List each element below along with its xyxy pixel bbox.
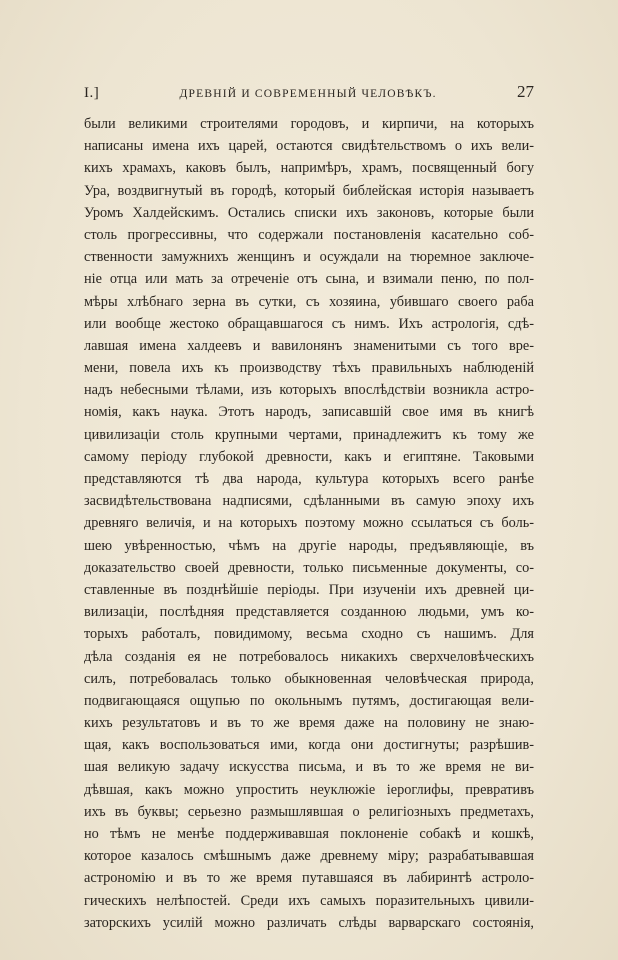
text-line: дѣвшая, какъ можно упростить неуклюжіе іероглифы, превративъ [84, 781, 534, 798]
text-line: которое казалось смѣшнымъ даже древнему міру; разрабатывавшая [84, 848, 534, 865]
text-line: шею увѣренностью, чѣмъ на другіе народы, предъявляющіе, въ [84, 537, 534, 554]
text-line: заторскихъ усилій можно различать слѣды варварскаго состоянія, [84, 914, 534, 931]
running-title: ДРЕВНІЙ И СОВРЕМЕННЫЙ ЧЕЛОВѢКЪ. [179, 88, 437, 100]
text-line: лавшая имена халдеевъ и вавилонянъ знаменитыми съ того вре- [84, 337, 534, 354]
text-line: ихъ въ буквы; серьезно размышлявшая о религіозныхъ предметахъ, [84, 803, 534, 820]
text-line: номія, какъ наука. Этотъ народъ, записавшій свое имя въ книгѣ [84, 404, 534, 421]
running-head [84, 82, 534, 104]
text-line: самому періоду глубокой древности, какъ и египтяне. Таковыми [84, 448, 534, 465]
text-line: столь прогрессивны, что содержали постановленія касательно соб- [84, 226, 534, 243]
text-line: ственности замужнихъ женщинъ и осуждали на тюремное заключе- [84, 249, 534, 266]
text-line: мени, повела ихъ къ производству тѣхъ правильныхъ наблюденій [84, 360, 534, 377]
text-line: кихъ результатовъ и въ то же время даже на половину не знаю- [84, 715, 534, 732]
text-line: засвидѣтельствована надписями, сдѣланными въ самую эпоху ихъ [84, 493, 534, 510]
text-line: силъ, потребовалась только обыкновенная человѣческая природа, [84, 670, 534, 687]
text-line: щая, какъ воспользоваться ими, когда они достигнуты; разрѣшив- [84, 737, 534, 754]
text-line: вилизаціи, послѣдняя представляется созданною людьми, умъ ко- [84, 604, 534, 621]
text-line: были великими строителями городовъ, и кирпичи, на которыхъ [84, 116, 534, 132]
text-line: торыхъ работалъ, повидимому, весьма сходно съ нашимъ. Для [84, 626, 534, 643]
text-line: Уромъ Халдейскимъ. Остались списки ихъ законовъ, которые были [84, 204, 534, 221]
text-line: Ура, воздвигнутый въ городѣ, который библейская исторія называетъ [84, 182, 534, 199]
section-marker: I.] [84, 85, 100, 101]
page-number: 27 [517, 82, 534, 101]
text-line: дѣла созданія ея не потребовалось никакихъ сверхчеловѣческихъ [84, 648, 534, 665]
text-line: кихъ храмахъ, каковъ былъ, напримѣръ, храмъ, посвященный богу [84, 160, 534, 177]
text-line: астрономію и въ то же время путавшаяся въ лабиринтѣ астроло- [84, 870, 534, 887]
text-line: доказательство своей древности, только письменные документы, со- [84, 559, 534, 576]
text-line: но тѣмъ не менѣе поддерживавшая поклоненіе собакѣ и кошкѣ, [84, 826, 534, 842]
text-line: гическихъ нелѣпостей. Среди ихъ самыхъ поразительныхъ цивили- [84, 892, 534, 909]
text-line: ніе отца или мать за отреченіе отъ сына, и взимали пеню, по пол- [84, 271, 534, 288]
text-line: надъ небесными тѣлами, изъ которыхъ впослѣдствіи возникла астро- [84, 382, 534, 399]
text-line: подвигающаяся ощупью по окольнымъ путямъ, достигающая вели- [84, 692, 534, 709]
text-line: написаны имена ихъ царей, остаются свидѣтельствомъ о ихъ вели- [84, 138, 534, 155]
text-line: ставленные въ позднѣйшіе періоды. При изученіи ихъ древней ци- [84, 581, 534, 598]
text-line: шая великую задачу искусства письма, и въ то же время не ви- [84, 759, 534, 776]
text-line: мѣры хлѣбнаго зерна въ сутки, съ хозяина, убившаго своего раба [84, 293, 534, 310]
body-text [84, 113, 534, 934]
text-line: цивилизаціи столь крупными чертами, принадлежитъ къ тому же [84, 426, 534, 443]
text-line: или вообще жестоко обращавшагося съ нимъ. Ихъ астрологія, сдѣ- [84, 315, 534, 332]
text-line: представляются тѣ два народа, культура которыхъ всего ранѣе [84, 471, 534, 487]
text-line: древняго величія, и на которыхъ поэтому можно ссылаться съ боль- [84, 515, 534, 532]
